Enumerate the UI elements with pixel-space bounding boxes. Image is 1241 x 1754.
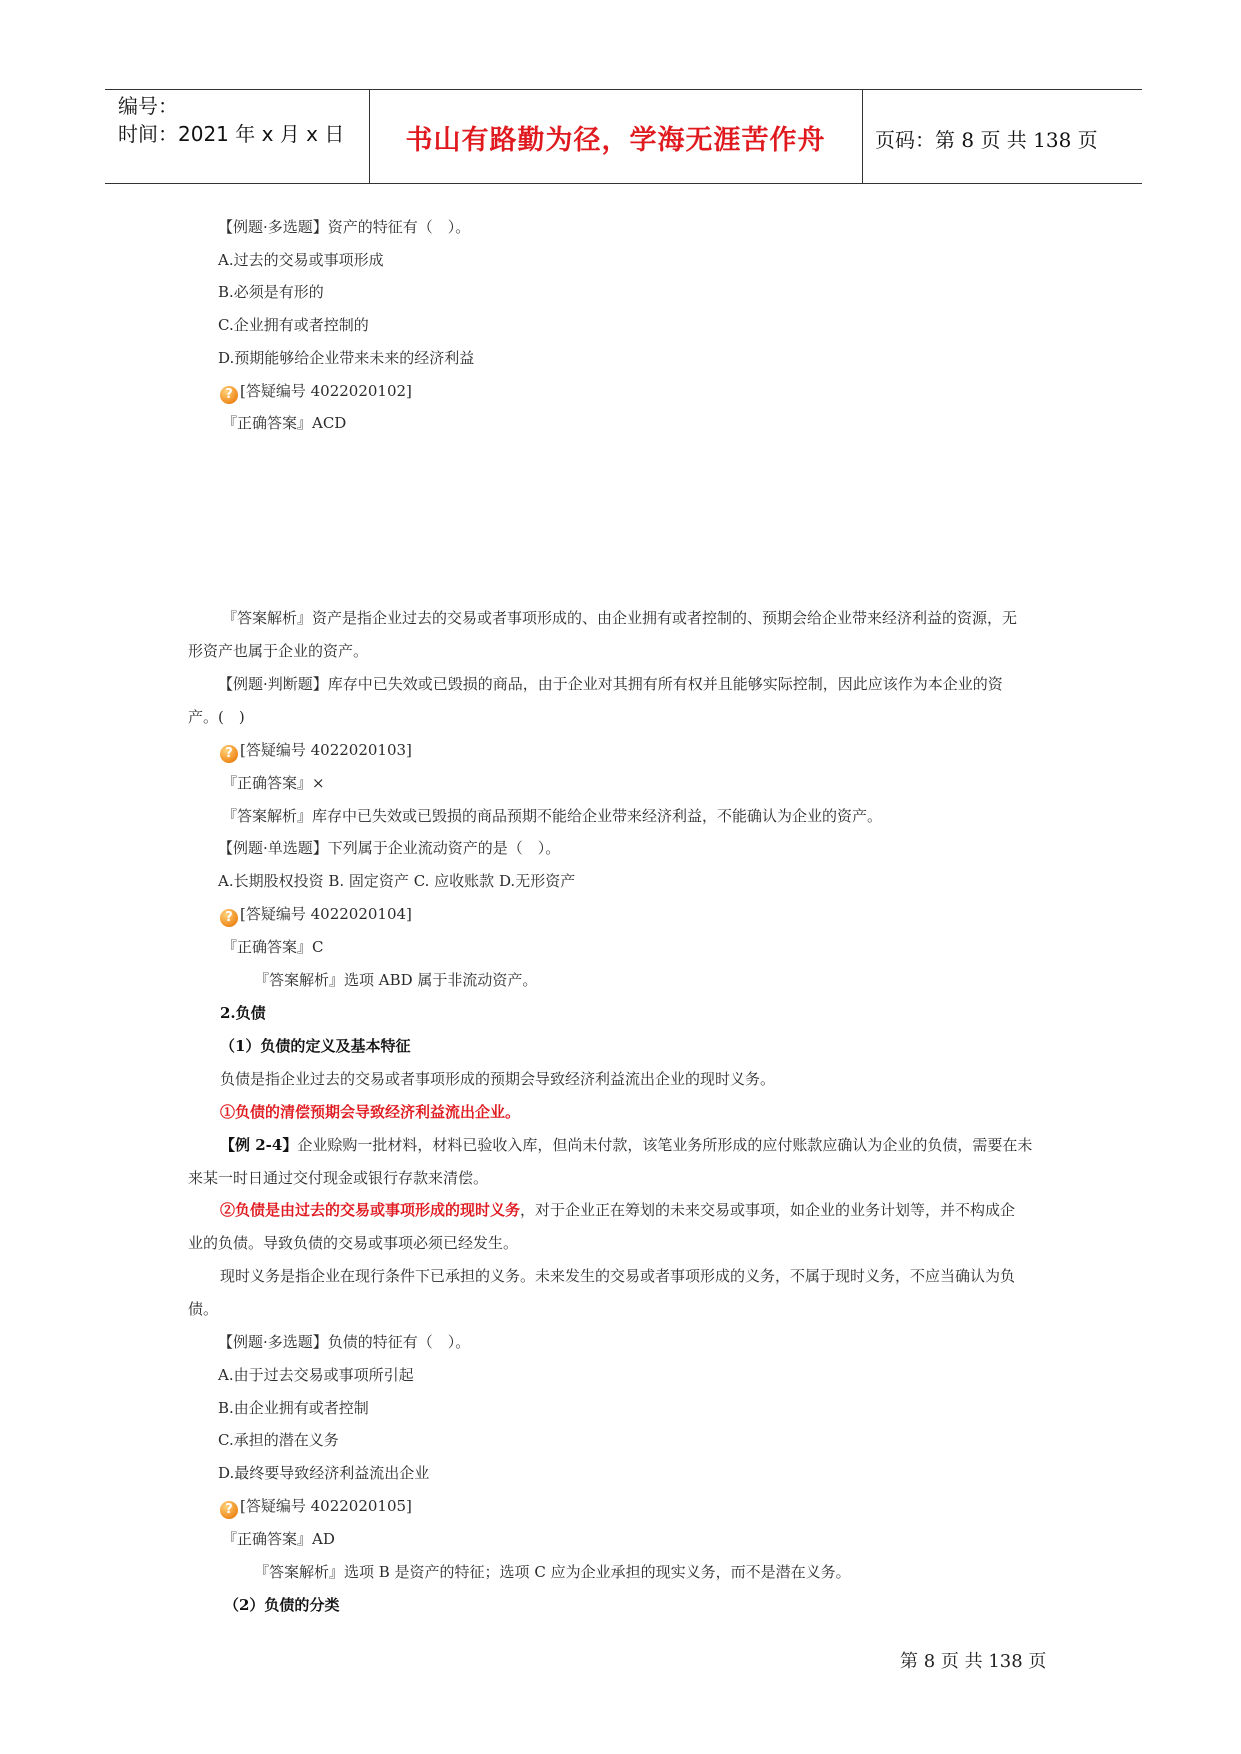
question-title: 【例题·单选题】下列属于企业流动资产的是（ ）。 (218, 839, 561, 857)
example-text: 来某一时日通过交付现金或银行存款来清偿。 (188, 1169, 489, 1187)
option: A.过去的交易或事项形成 (218, 251, 384, 269)
example-label: 【例 2-4】 (220, 1136, 298, 1154)
option: D.预期能够给企业带来未来的经济利益 (218, 349, 475, 367)
question-title: 产。( ) (188, 708, 245, 726)
header-divider (862, 89, 863, 183)
answer-code-row (220, 381, 412, 404)
option: C.承担的潜在义务 (218, 1431, 339, 1449)
option: A.由于过去交易或事项所引起 (218, 1366, 414, 1384)
question-mark-icon[interactable]: ? (220, 386, 238, 404)
answer-code-row (220, 740, 412, 763)
question-mark-icon[interactable]: ? (220, 745, 238, 763)
answer-explanation: 『答案解析』库存中已失效或已毁损的商品预期不能给企业带来经济利益，不能确认为企业的资产。 (222, 807, 883, 825)
answer-code-row (220, 904, 412, 927)
subsection-heading: （1）负债的定义及基本特征 (220, 1037, 411, 1055)
time-label: 时间：2021 年 x 月 x 日 (118, 122, 345, 146)
header-top-border (105, 89, 1142, 90)
answer-code: [答疑编号 4022020102] (240, 382, 412, 400)
option: B.由企业拥有或者控制 (218, 1399, 369, 1417)
paragraph: 债。 (188, 1300, 219, 1318)
answer-code: [答疑编号 4022020105] (240, 1497, 412, 1515)
answer-code-row (220, 1496, 412, 1519)
answer-explanation: 形资产也属于企业的资产。 (188, 642, 369, 660)
answer-code: [答疑编号 4022020103] (240, 741, 412, 759)
header-meta (118, 92, 344, 148)
header-page-label: 页码：第 8 页 共 138 页 (875, 128, 1098, 152)
subsection-heading: （2）负债的分类 (224, 1596, 340, 1614)
feature-highlight: ②负债是由过去的交易或事项形成的现时义务 (220, 1201, 521, 1219)
question-title: 【例题·多选题】资产的特征有（ ）。 (218, 218, 471, 236)
example-paragraph (220, 1135, 1032, 1155)
question-mark-icon[interactable]: ? (220, 909, 238, 927)
example-text: 企业赊购一批材料，材料已验收入库，但尚未付款，该笔业务所形成的应付账款应确认为企业的负债，需要在未 (297, 1136, 1033, 1154)
paragraph: 负债是指企业过去的交易或者事项形成的预期会导致经济利益流出企业的现时义务。 (220, 1070, 776, 1088)
option: D.最终要导致经济利益流出企业 (218, 1464, 430, 1482)
answer-explanation: 『答案解析』资产是指企业过去的交易或者事项形成的、由企业拥有或者控制的、预期会给企业带来经济利益的资源，无 (222, 609, 1018, 627)
question-title: 【例题·多选题】负债的特征有（ ）。 (218, 1333, 471, 1351)
option: C.企业拥有或者控制的 (218, 316, 369, 334)
feature-paragraph (220, 1200, 1015, 1220)
correct-answer: 『正确答案』× (222, 774, 325, 792)
answer-code: [答疑编号 4022020104] (240, 905, 412, 923)
question-mark-icon[interactable]: ? (220, 1501, 238, 1519)
feature-text: 业的负债。导致负债的交易或事项必须已经发生。 (188, 1234, 519, 1252)
correct-answer: 『正确答案』ACD (222, 414, 347, 432)
question-title: 【例题·判断题】库存中已失效或已毁损的商品，由于企业对其拥有所有权并且能够实际控制，因此应该作为本企业的资 (218, 675, 1003, 693)
option: B.必须是有形的 (218, 283, 324, 301)
option: A.长期股权投资 B. 固定资产 C. 应收账款 D.无形资产 (218, 872, 576, 890)
feature-highlight: ①负债的清偿预期会导致经济利益流出企业。 (220, 1103, 521, 1121)
page-footer: 第 8 页 共 138 页 (900, 1651, 1047, 1672)
header-bottom-border (105, 183, 1142, 184)
answer-explanation: 『答案解析』选项 ABD 属于非流动资产。 (254, 971, 538, 989)
answer-explanation: 『答案解析』选项 B 是资产的特征；选项 C 应为企业承担的现实义务，而不是潜在义务。 (254, 1563, 851, 1581)
paragraph: 现时义务是指企业在现行条件下已承担的义务。未来发生的交易或者事项形成的义务，不属于现时义务，不应当确认为负 (220, 1267, 1016, 1285)
section-heading: 2.负债 (220, 1004, 266, 1022)
correct-answer: 『正确答案』AD (222, 1530, 335, 1548)
header-motto: 书山有路勤为径，学海无涯苦作舟 (405, 125, 826, 156)
serial-label: 编号： (118, 94, 178, 118)
feature-text: ，对于企业正在筹划的未来交易或事项，如企业的业务计划等，并不构成企 (520, 1201, 1016, 1219)
correct-answer: 『正确答案』C (222, 938, 324, 956)
